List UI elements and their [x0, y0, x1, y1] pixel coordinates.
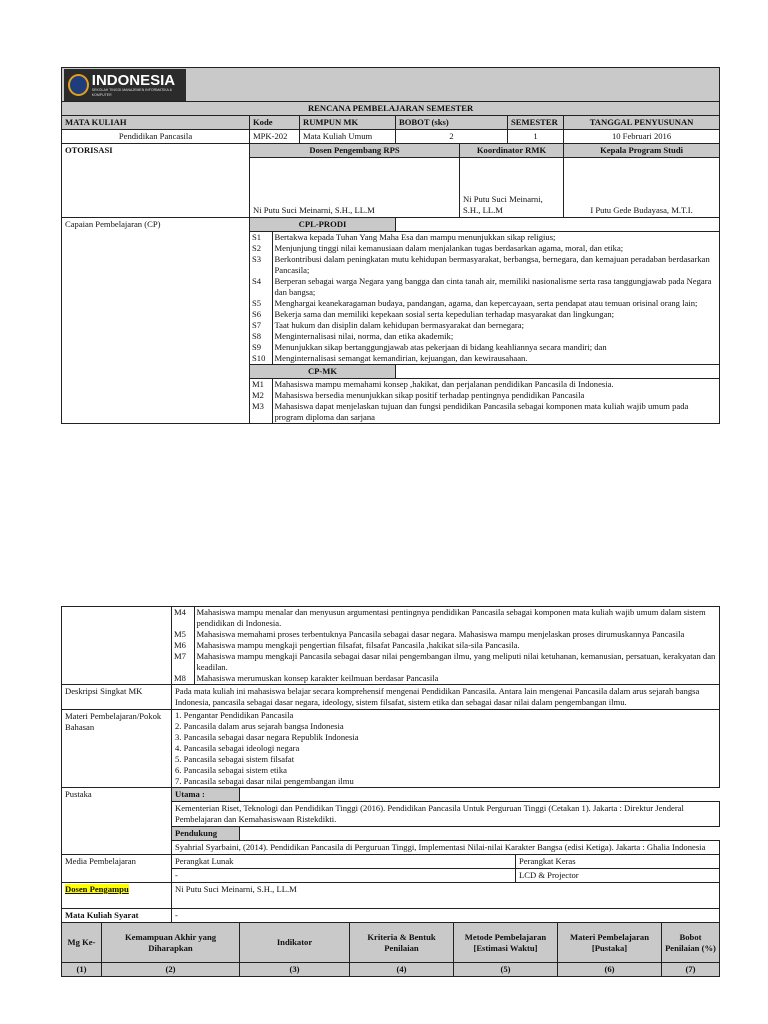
label-cpl-prodi: CPL-PRODI	[250, 218, 396, 232]
item-code: M5	[174, 629, 186, 639]
item-text: Bertakwa kepada Tuhan Yang Maha Esa dan mampu menunjukkan sikap religius;	[272, 232, 719, 243]
label-media: Media Pembelajaran	[62, 855, 172, 883]
item-text: Mahasiswa mampu memahami konsep ,hakikat, dan perjalanan pendidikan Pancasila di Indonesia.	[272, 379, 719, 390]
plan-number-cell: (3)	[240, 963, 350, 977]
plan-header-cell: Metode Pembelajaran [Estimasi Waktu]	[454, 923, 558, 963]
item-text: Menginternalisasi nilai, norma, dan etika akademik;	[272, 331, 719, 342]
item-text: Menghargai keanekaragaman budaya, pandangan, agama, dan kepercayaan, serta pendapat atau temuan orisinal orang lain;	[272, 298, 719, 309]
name-kaprodi: I Putu Gede Budayasa, M.T.I.	[590, 205, 693, 215]
value-rumpun: Mata Kuliah Umum	[300, 130, 396, 144]
label-pendukung: Pendukung	[172, 827, 240, 841]
label-perangkat-keras: Perangkat Keras	[516, 855, 720, 869]
cpmk-list-2	[172, 607, 720, 685]
materi-item: 1. Pengantar Pendidikan Pancasila	[175, 710, 294, 720]
list-item	[172, 640, 719, 651]
cpl-list	[250, 232, 720, 365]
item-code: M6	[174, 640, 186, 650]
institution-logo	[64, 69, 186, 101]
list-item	[250, 243, 719, 254]
list-item	[250, 379, 719, 390]
plan-number-row	[62, 963, 720, 977]
list-item	[250, 353, 719, 364]
label-deskripsi: Deskripsi Singkat MK	[62, 685, 172, 710]
doc-title: RENCANA PEMBELAJARAN SEMESTER	[62, 102, 720, 116]
materi-item: 6. Pancasila sebagai sistem etika	[175, 765, 287, 775]
item-text: Menginternalisasi semangat kemandirian, kejuangan, dan kewirausahaan.	[272, 353, 719, 364]
item-code: S7	[252, 320, 262, 330]
item-code: S8	[252, 331, 262, 341]
item-text: Mahasiswa mampu mengkaji pengertian filsafat, filsafat Pancasila ,hakikat sila-sila Pancasila.	[194, 640, 719, 651]
plan-number-cell: (6)	[558, 963, 662, 977]
value-tanggal: 10 Februari 2016	[564, 130, 720, 144]
item-text: Taat hukum dan disiplin dalam kehidupan bermasyarakat dan bernegara;	[272, 320, 719, 331]
list-item	[172, 607, 719, 629]
list-item	[250, 276, 719, 298]
name-koordinator: Ni Putu Suci Meinarni, S.H., LL.M	[463, 194, 543, 215]
list-item	[172, 629, 719, 640]
item-text: Menjunjung tinggi nilai kemanusiaan dalam menjalankan tugas berdasarkan agama, moral, dan etika;	[272, 243, 719, 254]
value-dosen-pengampu: Ni Putu Suci Meinarni, S.H., LL.M	[172, 883, 720, 909]
label-koordinator: Koordinator RMK	[460, 144, 564, 158]
item-code: S6	[252, 309, 262, 319]
item-code: S5	[252, 298, 262, 308]
item-text: Mahasiswa mampu mengkaji Pancasila sebagai dasar nilai pengembangan ilmu, yang meliputi nilai ketuhanan, kemanusian, persatuan, kerakyatan dan keadilan.	[194, 651, 719, 673]
plan-number-cell: (1)	[62, 963, 102, 977]
rps-page-2	[61, 606, 719, 977]
label-mata-kuliah: MATA KULIAH	[62, 116, 250, 130]
materi-item: 7. Pancasila sebagai dasar nilai pengembangan ilmu	[175, 776, 354, 786]
value-mk-syarat: -	[172, 909, 720, 923]
item-text: Menunjukkan sikap bertanggungjawab atas pekerjaan di bidang keahliannya secara mandiri; dan	[272, 342, 719, 353]
label-cp-mk: CP-MK	[250, 365, 396, 379]
pustaka-pendukung: Syahrial Syarbaini, (2014). Pendidikan Pancasila di Perguruan Tinggi, Implementasi Nilai-nilai Karakter Bangsa (edisi Ketiga). Jakarta : Ghalia Indonesia	[172, 841, 720, 855]
plan-number-cell: (5)	[454, 963, 558, 977]
item-code: S4	[252, 276, 262, 286]
value-kode: MPK-202	[250, 130, 300, 144]
item-code: S1	[252, 232, 262, 242]
materi-item: 5. Pancasila sebagai sistem filsafat	[175, 754, 295, 764]
item-code: M2	[252, 390, 264, 400]
label-kaprodi: Kepala Program Studi	[564, 144, 720, 158]
item-code: S2	[252, 243, 262, 253]
list-item	[250, 390, 719, 401]
sign-kaprodi	[564, 158, 720, 218]
label-perangkat-lunak: Perangkat Lunak	[172, 855, 516, 869]
value-perangkat-lunak: -	[172, 869, 516, 883]
cpmk-list-1	[250, 379, 720, 424]
item-text: Mahasiswa memahami proses terbentuknya Pancasila sebagai dasar negara. Mahasiswa mampu menjelaskan proses dirumuskannya Pancasila	[194, 629, 719, 640]
plan-header-cell: Kriteria & Bentuk Penilaian	[350, 923, 454, 963]
logo-text: INDONESIA	[91, 71, 176, 89]
item-text: Mahasiswa mampu menalar dan menyusun argumentasi pentingnya pendidikan Pancasila sebagai komponen mata kuliah wajib umum dalam sistem pendidikan di Indonesia.	[194, 607, 719, 629]
plan-header-cell: Bobot Penilaian (%)	[662, 923, 720, 963]
item-text: Mahasiswa dapat menjelaskan tujuan dan fungsi pendidikan Pancasila sebagai komponen mata kuliah wajib umum pada program diploma dan sarjana	[272, 401, 719, 423]
item-text: Berperan sebagai warga Negara yang bangga dan cinta tanah air, memiliki nasionalisme serta rasa tanggungjawab pada Negara dan bangsa;	[272, 276, 719, 298]
sign-koordinator	[460, 158, 564, 218]
value-semester: 1	[508, 130, 564, 144]
item-text: Mahasiswa merumuskan konsep karakter keilmuan berdasar Pancasila	[194, 673, 719, 684]
item-text: Mahasiswa bersedia menunjukkan sikap positif terhadap pentingnya pendidikan Pancasila	[272, 390, 719, 401]
plan-header-cell: Kemampuan Akhir yang Diharapkan	[102, 923, 240, 963]
plan-number-cell: (4)	[350, 963, 454, 977]
label-rumpun: RUMPUN MK	[300, 116, 396, 130]
value-perangkat-keras: LCD & Projector	[516, 869, 720, 883]
plan-header-cell: Mg Ke-	[62, 923, 102, 963]
materi-item: 2. Pancasila dalam arus sejarah bangsa Indonesia	[175, 721, 344, 731]
item-code: S3	[252, 254, 262, 264]
dosen-pengampu-highlight: Dosen Pengampu	[65, 884, 129, 894]
value-mata-kuliah: Pendidikan Pancasila	[62, 130, 250, 144]
rps-page-1	[61, 67, 719, 424]
materi-item: 3. Pancasila sebagai dasar negara Republik Indonesia	[175, 732, 359, 742]
value-bobot: 2	[396, 130, 508, 144]
list-item	[250, 309, 719, 320]
item-code: M3	[252, 401, 264, 411]
label-bobot: BOBOT (sks)	[396, 116, 508, 130]
header-banner	[62, 68, 720, 102]
list-item	[250, 232, 719, 243]
logo-subtitle: SEKOLAH TINGGI MANAJEMEN INFORMATIKA & KOMPUTER	[91, 87, 172, 97]
sign-dosen-pengembang	[250, 158, 460, 218]
list-item	[250, 254, 719, 276]
label-dosen-pengampu	[62, 883, 172, 909]
materi-list	[172, 710, 720, 788]
label-utama: Utama :	[172, 788, 240, 802]
label-otorisasi: OTORISASI	[62, 144, 250, 218]
name-dosen-pengembang: Ni Putu Suci Meinarni, S.H., LL.M	[253, 205, 375, 215]
plan-header-cell: Indikator	[240, 923, 350, 963]
label-kode: Kode	[250, 116, 300, 130]
list-item	[250, 342, 719, 353]
label-materi: Materi Pembelajaran/Pokok Bahasan	[62, 710, 172, 788]
deskripsi-text: Pada mata kuliah ini mahasiswa belajar secara komprehensif mengenai Pendidikan Pancasila. Antara lain mengenai Pancasila dalam arus sejarah bangsa Indonesia, pancasila sebagai dasar negara, ideology, sistem filsafat, sistem etika dan sebagai dasar nilai dalam pengembangan ilmu.	[172, 685, 720, 710]
label-tanggal: TANGGAL PENYUSUNAN	[564, 116, 720, 130]
item-code: M1	[252, 379, 264, 389]
item-code: S9	[252, 342, 262, 352]
plan-number-cell: (2)	[102, 963, 240, 977]
item-code: M8	[174, 673, 186, 683]
list-item	[250, 298, 719, 309]
pustaka-utama: Kementerian Riset, Teknologi dan Pendidikan Tinggi (2016). Pendidikan Pancasila Untuk Perguruan Tinggi (Cetakan 1). Jakarta : Direktur Jenderal Pembelajaran dan Kemahasiswaan Ristekdikti.	[172, 802, 720, 827]
item-code: S10	[252, 353, 266, 363]
list-item	[250, 401, 719, 423]
materi-item: 4. Pancasila sebagai ideologi negara	[175, 743, 300, 753]
label-pustaka: Pustaka	[62, 788, 172, 855]
list-item	[172, 673, 719, 684]
plan-header-row	[62, 923, 720, 963]
label-mk-syarat: Mata Kuliah Syarat	[62, 909, 172, 923]
item-code: M4	[174, 607, 186, 617]
item-text: Berkontribusi dalam peningkatan mutu kehidupan bermasyarakat, berbangsa, bernegara, dan kemajuan peradaban berdasarkan Pancasila;	[272, 254, 719, 276]
list-item	[250, 320, 719, 331]
label-dosen-pengembang: Dosen Pengembang RPS	[250, 144, 460, 158]
item-code: M7	[174, 651, 186, 661]
plan-number-cell: (7)	[662, 963, 720, 977]
list-item	[172, 651, 719, 673]
plan-header-cell: Materi Pembelajaran [Pustaka]	[558, 923, 662, 963]
label-semester: SEMESTER	[508, 116, 564, 130]
label-capaian: Capaian Pembelajaran (CP)	[62, 218, 250, 424]
list-item	[250, 331, 719, 342]
seal-icon	[68, 74, 89, 96]
item-text: Bekerja sama dan memiliki kepekaan sosial serta kepedulian terhadap masyarakat dan lingkungan;	[272, 309, 719, 320]
